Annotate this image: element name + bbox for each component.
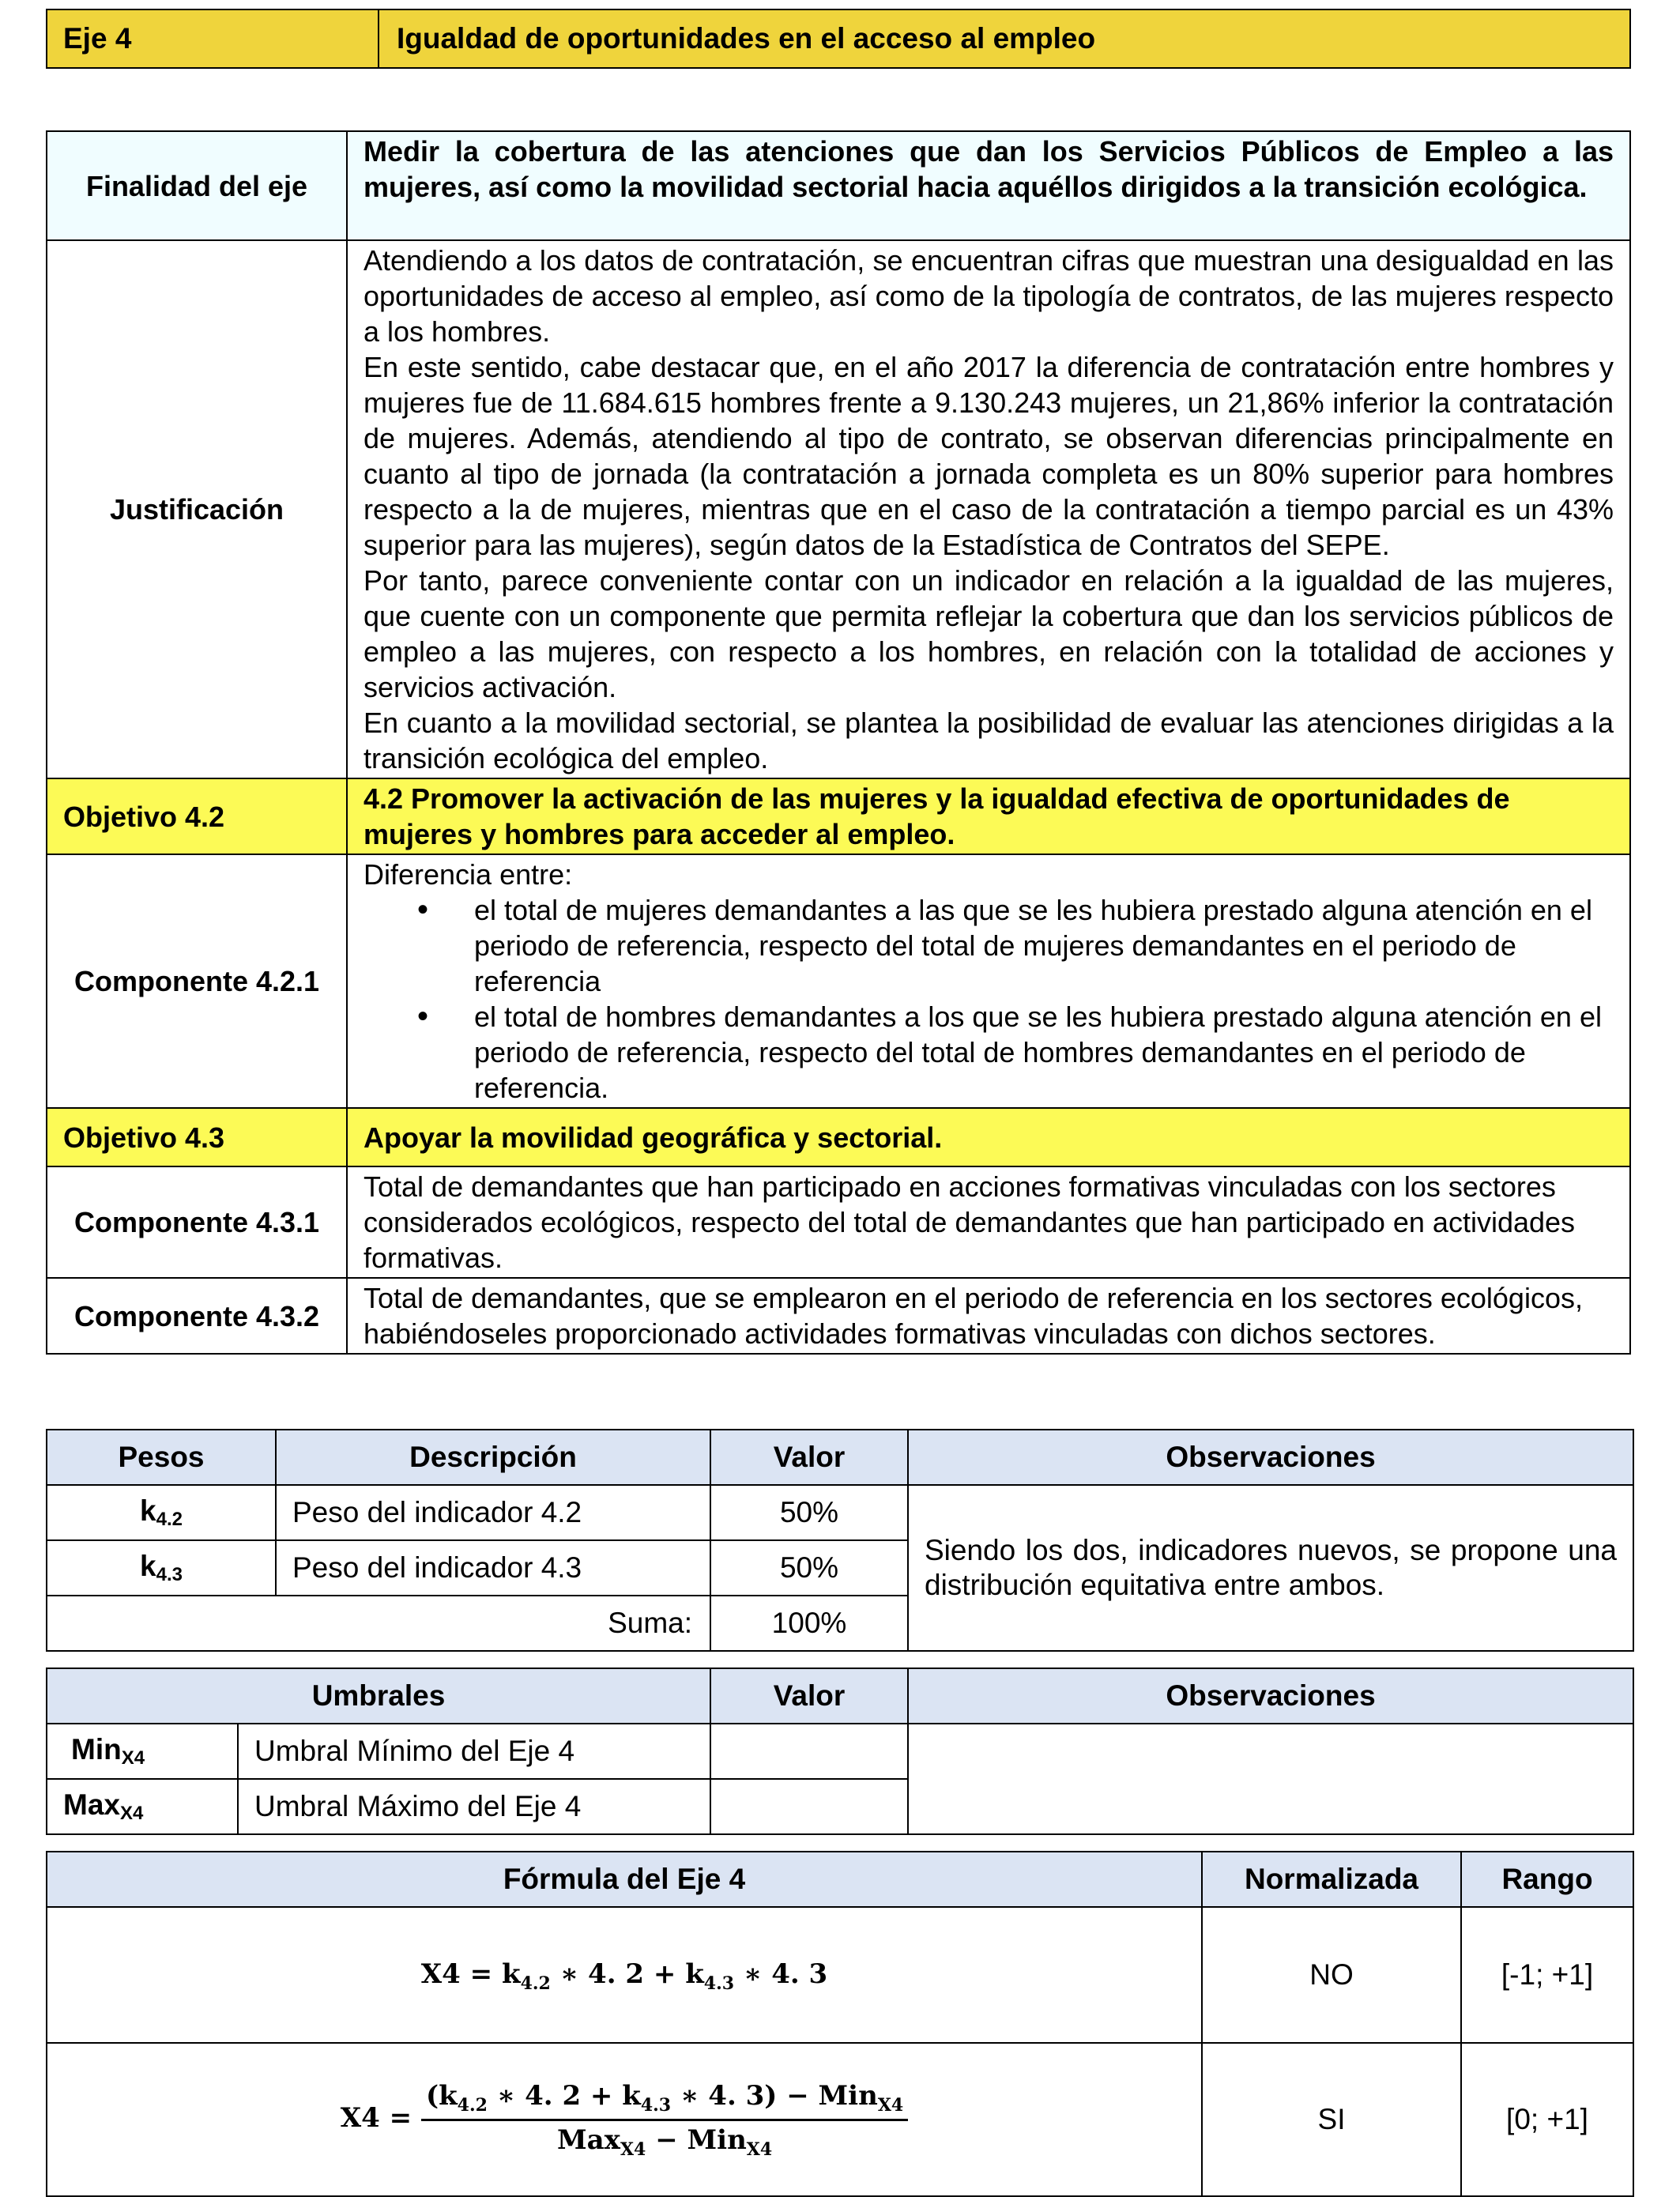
row-componente-432 bbox=[47, 1278, 1630, 1354]
thresholds-table bbox=[46, 1668, 1634, 1835]
threshold-description: Umbral Máximo del Eje 4 bbox=[238, 1779, 710, 1834]
row-componente-421 bbox=[47, 854, 1630, 1108]
row-componente-431 bbox=[47, 1166, 1630, 1278]
weight-description: Peso del indicador 4.2 bbox=[276, 1485, 710, 1540]
row-finalidad bbox=[47, 131, 1630, 240]
axis-header bbox=[46, 9, 1631, 69]
weights-sum-value: 100% bbox=[710, 1596, 908, 1651]
formula-normalized bbox=[47, 2043, 1202, 2196]
weight-value: 50% bbox=[710, 1540, 908, 1596]
objetivo-42-text: 4.2 Promover la activación de las mujeres y la igualdad efectiva de oportunidades de mujeres y hombres para acceder al empleo. bbox=[347, 778, 1630, 854]
componente-431-label: Componente 4.3.1 bbox=[47, 1166, 347, 1278]
justificacion-paragraph: En este sentido, cabe destacar que, en el año 2017 la diferencia de contratación entre hombres y mujeres fue de 11.684.615 hombres frente a 9.130.243 mujeres, un 21,86% inferior la contratación de mujeres. Además, atendiendo al tipo de contrato, se observan diferencias principalmente en cuanto al tipo de jornada (la contratación a jornada completa es un 80% superior para hombres respecto a la de mujeres, mientras que en el caso de la contratación a tiempo parcial es un 43% superior para las mujeres), según datos de la Estadística de Contratos del SEPE. bbox=[363, 351, 1614, 561]
axis-title: Igualdad de oportunidades en el acceso al empleo bbox=[397, 22, 1096, 55]
row-justificacion bbox=[47, 240, 1630, 778]
formula-raw bbox=[47, 1907, 1202, 2043]
componente-421-list bbox=[363, 892, 1614, 1106]
componente-431-text: Total de demandantes que han participado en acciones formativas vinculadas con los sectores considerados ecológicos, respecto del total de demandantes que han participado en actividades formativas. bbox=[347, 1166, 1630, 1278]
formula-header: Fórmula del Eje 4 bbox=[47, 1852, 1202, 1907]
componente-421-text bbox=[347, 854, 1630, 1108]
list-item: • el total de hombres demandantes a los que se les hubiera prestado alguna atención en el periodo de referencia, respecto del total de hombres demandantes en el periodo de referencia. bbox=[474, 999, 1614, 1106]
axis-description-table bbox=[46, 130, 1631, 1355]
componente-432-label: Componente 4.3.2 bbox=[47, 1278, 347, 1354]
weights-observaciones: Siendo los dos, indicadores nuevos, se propone una distribución equitativa entre ambos. bbox=[908, 1485, 1633, 1651]
formula-rango: [0; +1] bbox=[1461, 2043, 1633, 2196]
threshold-value bbox=[710, 1779, 908, 1834]
formula-rango: [-1; +1] bbox=[1461, 1907, 1633, 2043]
objetivo-43-text: Apoyar la movilidad geográfica y sectorial. bbox=[347, 1108, 1630, 1166]
weight-symbol: $k_{4.2}$ bbox=[47, 1485, 276, 1540]
objetivo-42-label: Objetivo 4.2 bbox=[47, 778, 347, 854]
threshold-value bbox=[710, 1724, 908, 1779]
weights-header-observaciones: Observaciones bbox=[908, 1430, 1633, 1485]
row-objetivo-42 bbox=[47, 778, 1630, 854]
formula-table bbox=[46, 1851, 1634, 2197]
table-row bbox=[47, 1907, 1633, 2043]
list-item: • el total de mujeres demandantes a las que se les hubiera prestado alguna atención en el periodo de referencia, respecto del total de mujeres demandantes en el periodo de referencia bbox=[474, 892, 1614, 999]
weight-symbol: $k_{4.3}$ bbox=[47, 1540, 276, 1596]
formula-header-rango: Rango bbox=[1461, 1852, 1633, 1907]
threshold-symbol: Min$_{X4}$ bbox=[47, 1724, 238, 1779]
thresholds-header-umbrales: Umbrales bbox=[47, 1668, 710, 1724]
formula-normalizada: NO bbox=[1202, 1907, 1461, 2043]
thresholds-header-observaciones: Observaciones bbox=[908, 1668, 1633, 1724]
weights-sum-label: Suma: bbox=[47, 1596, 710, 1651]
thresholds-header-valor: Valor bbox=[710, 1668, 908, 1724]
finalidad-text: Medir la cobertura de las atenciones que dan los Servicios Públicos de Empleo a las mujeres, así como la movilidad sectorial hacia aquéllos dirigidos a la transición ecológica. bbox=[347, 131, 1630, 240]
threshold-symbol: Max$_{X4}$ bbox=[47, 1779, 238, 1834]
weights-table bbox=[46, 1429, 1634, 1652]
justificacion-paragraph: Por tanto, parece conveniente contar con un indicador en relación a la igualdad de las mujeres, que cuente con un componente que permita reflejar la cobertura que dan los servicios públicos de empleo a las mujeres, con respecto a los hombres, en relación con la totalidad de acciones y servicios activación. bbox=[363, 564, 1614, 703]
formula-normalizada: SI bbox=[1202, 2043, 1461, 2196]
formula-normalized-expression: X4 = ($k_{4.2}$ ∗ 4. $2 + k_{4.3}$ ∗ 4. 3) − Min$_{X4}$ Max$_{X4}$ − Min$_{X4}$ bbox=[341, 2102, 908, 2134]
justificacion-paragraph: Atendiendo a los datos de contratación, se encuentran cifras que muestran una desigualdad en las oportunidades de acceso al empleo, así como de la tipología de contratos, de las mujeres respecto a los hombres. bbox=[363, 244, 1614, 348]
thresholds-observaciones bbox=[908, 1724, 1633, 1834]
table-row bbox=[47, 1485, 1633, 1540]
justificacion-paragraph: En cuanto a la movilidad sectorial, se plantea la posibilidad de evaluar las atenciones dirigidas a la transición ecológica del empleo. bbox=[363, 707, 1614, 774]
weights-header-valor: Valor bbox=[710, 1430, 908, 1485]
table-row bbox=[47, 2043, 1633, 2196]
formula-expression: $X4 = k_{4.2}$ ∗ 4. $2 + k_{4.3}$ ∗ 4. 3 bbox=[420, 1958, 828, 1994]
formula-header-normalizada: Normalizada bbox=[1202, 1852, 1461, 1907]
componente-421-label: Componente 4.2.1 bbox=[47, 854, 347, 1108]
weight-value: 50% bbox=[710, 1485, 908, 1540]
objetivo-43-label: Objetivo 4.3 bbox=[47, 1108, 347, 1166]
weight-description: Peso del indicador 4.3 bbox=[276, 1540, 710, 1596]
weights-header-descripcion: Descripción bbox=[276, 1430, 710, 1485]
justificacion-label: Justificación bbox=[47, 240, 347, 778]
formula-fraction: ($k_{4.2}$ ∗ 4. $2 + k_{4.3}$ ∗ 4. 3) − Min$_{X4}$ Max$_{X4}$ − Min$_{X4}$ bbox=[421, 2080, 908, 2160]
weights-header-pesos: Pesos bbox=[47, 1430, 276, 1485]
componente-432-text: Total de demandantes, que se emplearon en el periodo de referencia en los sectores ecológicos, habiéndoseles proporcionado actividades formativas vinculadas con dichos sectores. bbox=[347, 1278, 1630, 1354]
finalidad-label: Finalidad del eje bbox=[47, 131, 347, 240]
row-objetivo-43 bbox=[47, 1108, 1630, 1166]
axis-label: Eje 4 bbox=[47, 10, 379, 67]
justificacion-text bbox=[347, 240, 1630, 778]
threshold-description: Umbral Mínimo del Eje 4 bbox=[238, 1724, 710, 1779]
table-row bbox=[47, 1724, 1633, 1779]
componente-421-intro: Diferencia entre: bbox=[363, 858, 573, 891]
